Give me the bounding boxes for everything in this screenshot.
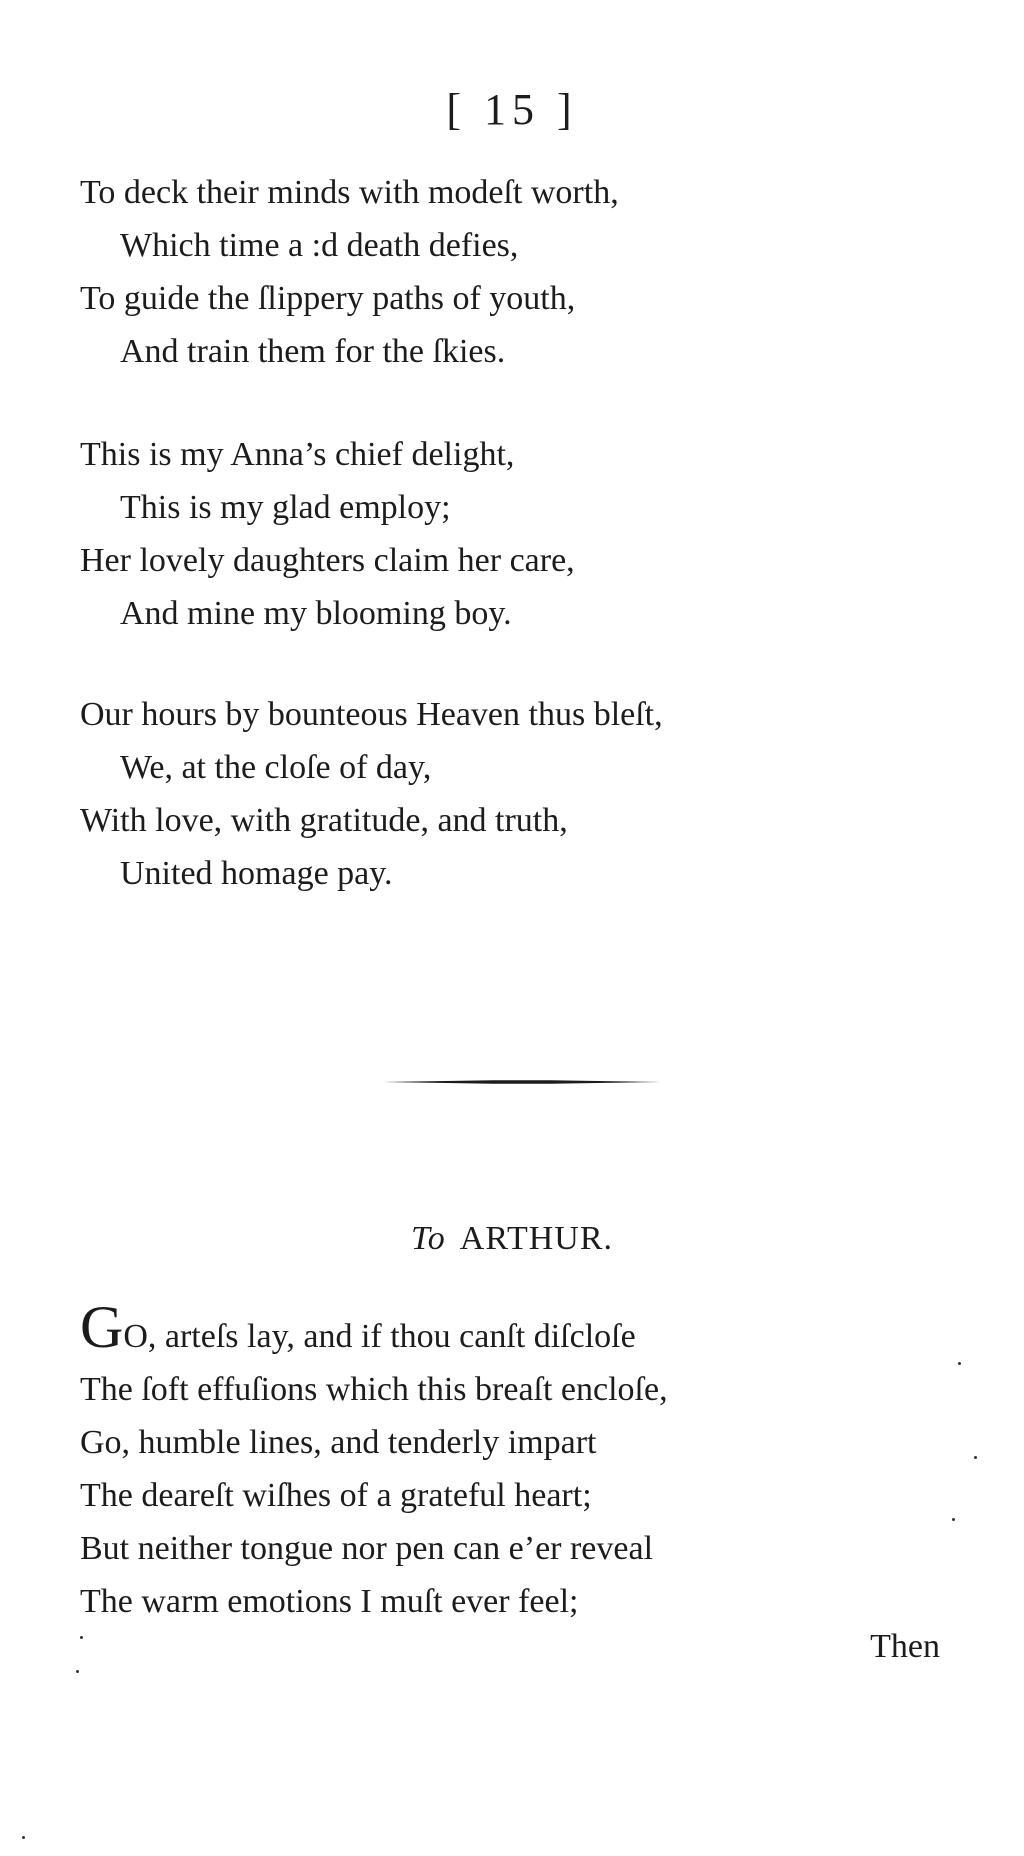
- poem-title-prefix: To: [410, 1220, 446, 1257]
- stanza-3: [80, 688, 840, 900]
- print-speck: [22, 1836, 25, 1839]
- verse-line: But neither tongue nor pen can e’er reveal: [80, 1530, 654, 1567]
- verse-line: United homage pay.: [120, 855, 393, 892]
- poem-title: [0, 1220, 1024, 1258]
- verse-line: This is my Anna’s chief delight,: [80, 436, 515, 473]
- verse-line: The warm emotions I muſt ever feel;: [80, 1583, 579, 1620]
- verse-line: This is my glad employ;: [120, 489, 451, 526]
- page-number: [ 15 ]: [446, 85, 578, 134]
- stanza-2: [80, 428, 840, 640]
- verse-line: Her lovely daughters claim her care,: [80, 542, 575, 579]
- verse-line: With love, with gratitude, and truth,: [80, 802, 568, 839]
- section-divider-rule: [383, 1080, 661, 1084]
- verse-line: And train them for the ſkies.: [120, 333, 506, 370]
- verse-line: We, at the cloſe of day,: [120, 749, 432, 786]
- verse-line: The ſoft effuſions which this breaſt encloſe,: [80, 1371, 668, 1408]
- print-speck: [80, 1636, 83, 1639]
- verse-line-first: [80, 1294, 840, 1363]
- poem-title-text: ARTHUR.: [459, 1220, 614, 1257]
- print-speck: [76, 1670, 79, 1673]
- poem-opening: [80, 1294, 840, 1628]
- verse-line: Go, humble lines, and tenderly impart: [80, 1424, 597, 1461]
- drop-cap: G: [80, 1294, 124, 1360]
- print-speck: [958, 1362, 961, 1365]
- catchword: Then: [870, 1628, 940, 1665]
- verse-line: To guide the ſlippery paths of youth,: [80, 280, 576, 317]
- first-line-text: O, arteſs lay, and if thou canſt diſcloſe: [123, 1318, 636, 1355]
- stanza-1: [80, 166, 840, 378]
- verse-line: And mine my blooming boy.: [120, 595, 512, 632]
- print-speck: [952, 1518, 955, 1521]
- verse-line: Which time a :d death defies,: [120, 227, 519, 264]
- verse-line: Our hours by bounteous Heaven thus bleſt,: [80, 696, 663, 733]
- verse-line: To deck their minds with modeſt worth,: [80, 174, 619, 211]
- print-speck: [974, 1456, 977, 1459]
- verse-line: The deareſt wiſhes of a grateful heart;: [80, 1477, 592, 1514]
